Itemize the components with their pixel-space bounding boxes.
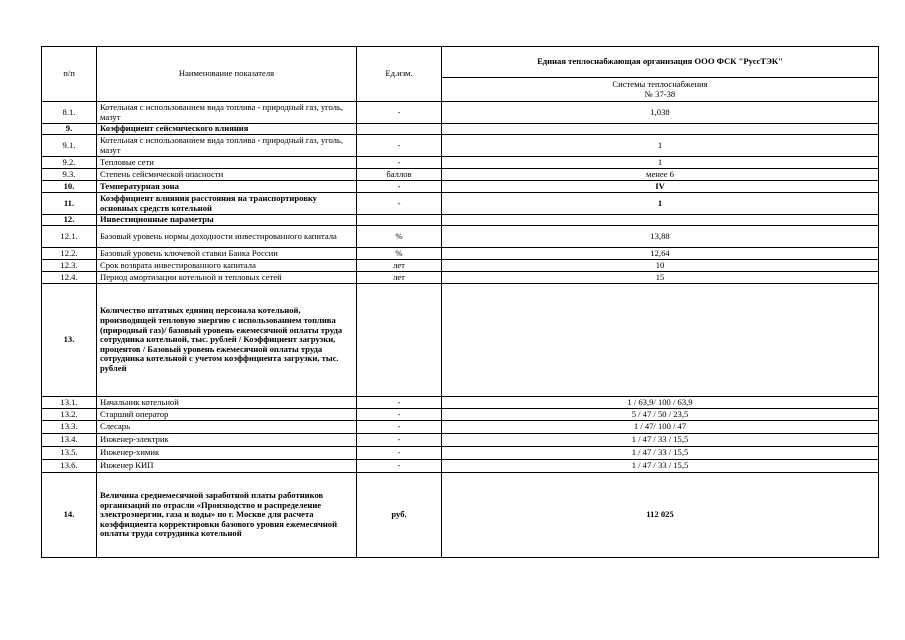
row-value: 12,64 [442, 248, 879, 260]
row-number: 12. [42, 215, 97, 226]
row-value: 1,038 [442, 102, 879, 124]
row-number: 13. [42, 284, 97, 397]
row-number: 13.5. [42, 447, 97, 460]
row-number: 13.4. [42, 434, 97, 447]
table-row [42, 181, 879, 193]
tariff-parameters-table [41, 46, 879, 558]
row-indicator-name: Температурная зона [97, 181, 357, 193]
table-row [42, 169, 879, 181]
row-value [442, 215, 879, 226]
header-row [42, 47, 879, 78]
table-row [42, 102, 879, 124]
row-value: 1 [442, 193, 879, 215]
row-indicator-name: Степень сейсмической опасности [97, 169, 357, 181]
row-value: 1 / 47 / 33 / 15,5 [442, 434, 879, 447]
table-row [42, 193, 879, 215]
row-unit [357, 284, 442, 397]
col-header-unit: Ед.изм. [357, 47, 442, 102]
row-indicator-name: Базовый уровень ключевой ставки Банка России [97, 248, 357, 260]
row-number: 9.1. [42, 135, 97, 157]
table-row [42, 397, 879, 409]
table-row [42, 135, 879, 157]
row-unit [357, 215, 442, 226]
row-unit: - [357, 181, 442, 193]
row-value: 1 [442, 157, 879, 169]
row-indicator-name: Инженер КИП [97, 460, 357, 473]
row-number: 12.2. [42, 248, 97, 260]
row-value [442, 124, 879, 135]
systems-number: № 37-38 [644, 88, 676, 99]
table-row [42, 409, 879, 421]
systems-label: Системы теплоснабжения [612, 78, 708, 89]
table-row [42, 447, 879, 460]
table-row [42, 272, 879, 284]
row-indicator-name: Количество штатных единиц персонала котельной, производящей тепловую энергию с использованием топлива (природный газ)/ базовый уровень ежемесячной оплаты труда сотрудника котельной, тыс. рублей / Коэффициент загрузки, процентов / Базовый уровень ежемесячной оплаты труда сотрудника котельной с учетом коэффициента загрузки, тыс. рублей [97, 284, 357, 397]
row-unit: руб. [357, 473, 442, 558]
row-number: 13.3. [42, 421, 97, 434]
row-unit: лет [357, 272, 442, 284]
row-unit: - [357, 102, 442, 124]
row-unit: - [357, 193, 442, 215]
row-value: 5 / 47 / 50 / 23,5 [442, 409, 879, 421]
row-unit: - [357, 460, 442, 473]
row-unit: - [357, 434, 442, 447]
row-number: 13.2. [42, 409, 97, 421]
row-value: 1 / 47 / 33 / 15,5 [442, 460, 879, 473]
row-indicator-name: Старший оператор [97, 409, 357, 421]
col-header-num: п/п [42, 47, 97, 102]
row-value: 1 / 63,9/ 100 / 63,9 [442, 397, 879, 409]
row-value: 112 025 [442, 473, 879, 558]
row-indicator-name: Слесарь [97, 421, 357, 434]
systems-header [442, 78, 879, 102]
row-value: 13,88 [442, 226, 879, 248]
row-value: 15 [442, 272, 879, 284]
table-row [42, 460, 879, 473]
row-unit: - [357, 409, 442, 421]
row-value: 1 / 47 / 33 / 15,5 [442, 447, 879, 460]
org-title: Единая теплоснабжающая организация ООО ФСК "РуссТЭК" [442, 47, 879, 78]
row-indicator-name: Базовый уровень нормы доходности инвестированного капитала [97, 226, 357, 248]
row-unit: - [357, 447, 442, 460]
row-indicator-name: Тепловые сети [97, 157, 357, 169]
row-number: 11. [42, 193, 97, 215]
row-number: 13.1. [42, 397, 97, 409]
table-row [42, 260, 879, 272]
row-unit: - [357, 157, 442, 169]
row-indicator-name: Величина среднемесячной заработной платы работников организаций по отрасли «Производство и распределение электроэнергии, газа и воды» по г. Москве для расчета коэффициента корректировки базового уровня ежемесячной оплаты труда сотрудника котельной [97, 473, 357, 558]
row-indicator-name: Инвестиционные параметры [97, 215, 357, 226]
row-unit: % [357, 248, 442, 260]
row-indicator-name: Коэффициент влияния расстояния на транспортировку основных средств котельной [97, 193, 357, 215]
row-number: 9.2. [42, 157, 97, 169]
row-number: 10. [42, 181, 97, 193]
row-indicator-name: Котельная с использованием вида топлива - природный газ, уголь, мазут [97, 102, 357, 124]
row-value: 10 [442, 260, 879, 272]
table-row [42, 248, 879, 260]
row-number: 8.1. [42, 102, 97, 124]
table-row [42, 284, 879, 397]
table-row [42, 124, 879, 135]
row-number: 12.4. [42, 272, 97, 284]
row-indicator-name: Срок возврата инвестированного капитала [97, 260, 357, 272]
row-indicator-name: Котельная с использованием вида топлива - природный газ, уголь, мазут [97, 135, 357, 157]
row-number: 13.6. [42, 460, 97, 473]
row-number: 9.3. [42, 169, 97, 181]
row-unit: баллов [357, 169, 442, 181]
row-indicator-name: Инженер-химик [97, 447, 357, 460]
table-row [42, 157, 879, 169]
row-indicator-name: Начальник котельной [97, 397, 357, 409]
table-row [42, 421, 879, 434]
row-indicator-name: Инженер-электрик [97, 434, 357, 447]
col-header-name: Наименование показателя [97, 47, 357, 102]
row-number: 12.1. [42, 226, 97, 248]
row-unit: % [357, 226, 442, 248]
row-unit: лет [357, 260, 442, 272]
table-row [42, 226, 879, 248]
row-unit: - [357, 135, 442, 157]
row-unit [357, 124, 442, 135]
row-value [442, 284, 879, 397]
row-value: 1 [442, 135, 879, 157]
row-value: IV [442, 181, 879, 193]
row-number: 12.3. [42, 260, 97, 272]
row-value: 1 / 47/ 100 / 47 [442, 421, 879, 434]
row-unit: - [357, 421, 442, 434]
table-row [42, 215, 879, 226]
row-number: 9. [42, 124, 97, 135]
row-value: менее 6 [442, 169, 879, 181]
row-indicator-name: Период амортизации котельной и тепловых сетей [97, 272, 357, 284]
row-indicator-name: Коэффициент сейсмического влияния [97, 124, 357, 135]
table-row [42, 473, 879, 558]
row-unit: - [357, 397, 442, 409]
table-row [42, 434, 879, 447]
row-number: 14. [42, 473, 97, 558]
